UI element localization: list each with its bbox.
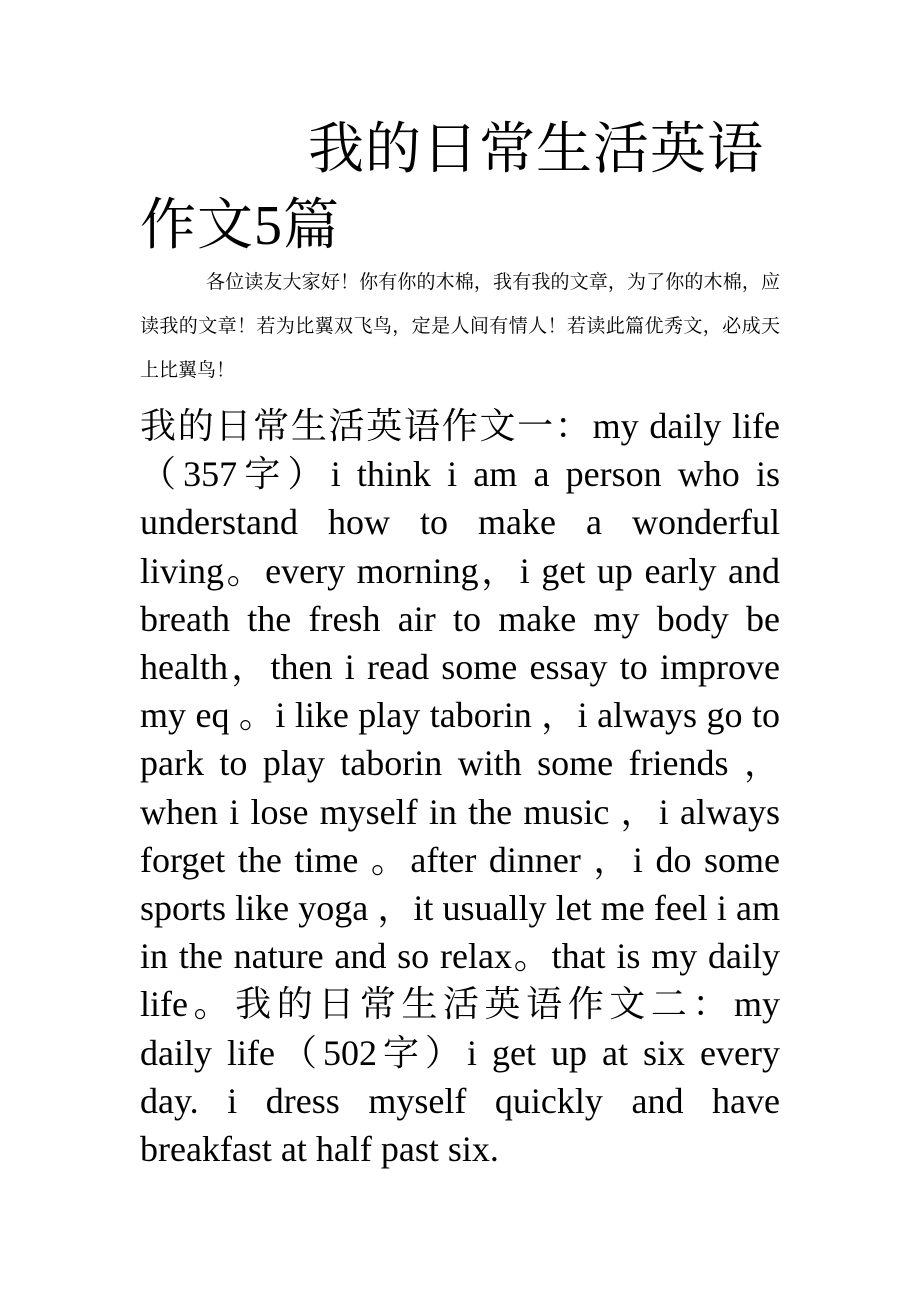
document-title: 我的日常生活英语作文5篇: [140, 119, 764, 257]
intro-paragraph: 各位读友大家好！你有你的木棉，我有我的文章，为了你的木棉，应读我的文章！若为比翼双飞鸟，定是人间有情人！若读此篇优秀文，必成天上比翼鸟！: [140, 272, 780, 381]
essay-body: 我的日常生活英语作文一：my daily life（357字）i think i am a person who is understand how to make a wonderful living。every morning，i get up early and breath the fresh air to make my body be health，then i read some essay to improve my eq 。i like play taborin ，i always go to park to play taborin with some friends ，when i lose myself in the music ，i always forget the time 。after dinner ，i do some sports like yoga ，it usually let me feel i am in the nature and so relax。that is my daily life。我的日常生活英语作文二：my daily life（502字）i get up at six every day. i dress myself quickly and have breakfast at half past six.: [140, 406, 780, 1170]
